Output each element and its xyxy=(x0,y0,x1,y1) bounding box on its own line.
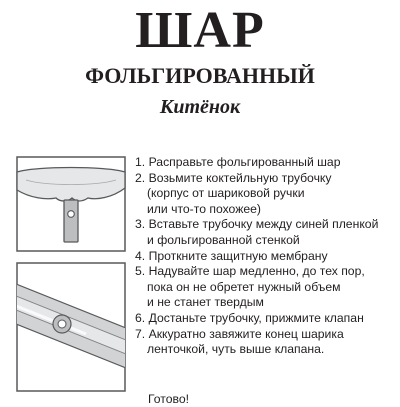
step-text-continuation: ленточкой, чуть выше клапана. xyxy=(147,342,325,357)
step-text-continuation: и не станет твердым xyxy=(147,295,264,310)
straw-insertion-illustration xyxy=(16,262,126,392)
instruction-step xyxy=(135,249,400,265)
instruction-step xyxy=(135,264,400,311)
instruction-list xyxy=(135,155,400,358)
product-variant: Китёнок xyxy=(159,96,241,118)
instruction-step xyxy=(135,311,400,327)
step-text: Надувайте шар медленно, до тех пор, xyxy=(148,264,365,279)
step-text: Достаньте трубочку, прижмите клапан xyxy=(148,310,364,325)
step-text: Проткните защитную мембрану xyxy=(148,248,328,263)
balloon-valve-illustration xyxy=(16,156,126,252)
step-text-continuation: или что-то похожее) xyxy=(147,201,261,216)
instruction-step xyxy=(135,155,400,171)
step-text: Возьмите коктейльную трубочку xyxy=(148,170,332,185)
product-subtitle: ФОЛЬГИРОВАННЫЙ xyxy=(85,63,315,88)
done-message: Готово! xyxy=(148,392,190,406)
step-number: 3. xyxy=(135,217,146,232)
step-text: Аккуратно завяжите конец шарика xyxy=(148,326,344,341)
step-text-continuation: (корпус от шариковой ручки xyxy=(147,186,305,201)
instruction-step xyxy=(135,171,400,218)
step-text-continuation: и фольгированной стенкой xyxy=(147,232,300,247)
step-text-continuation: пока он не обретет нужный объем xyxy=(147,279,341,294)
step-number: 7. xyxy=(135,326,146,341)
step-number: 4. xyxy=(135,248,146,263)
step-number: 2. xyxy=(135,170,146,185)
product-title: ШАР xyxy=(135,2,265,59)
instruction-step xyxy=(135,327,400,358)
step-number: 5. xyxy=(135,264,146,279)
step-number: 1. xyxy=(135,155,146,169)
step-number: 6. xyxy=(135,310,146,325)
step-text: Вставьте трубочку между синей пленкой xyxy=(148,217,379,232)
instruction-step xyxy=(135,217,400,248)
step-text: Расправьте фольгированный шар xyxy=(148,155,341,169)
